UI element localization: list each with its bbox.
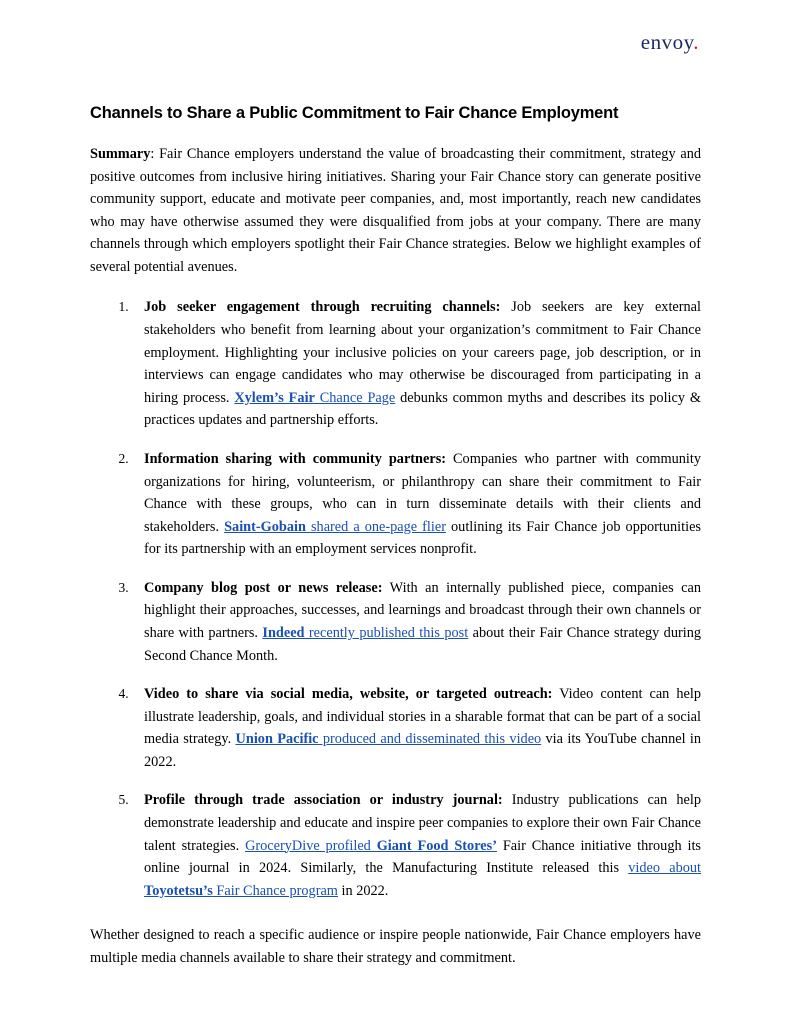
summary-body: : Fair Chance employers understand the value of broadcasting their commitment, strategy and positive outcomes from inclusive hiring initiatives. Sharing your Fair Chance story can generate positive community support, educate and motivate peer companies, and, most importantly, reach new candidates who may have otherwise assumed they were disqualified from jobs at your company. There are many channels through which employers spotlight their Fair Chance strategies. Below we highlight examples of several potential avenues. bbox=[90, 146, 701, 275]
item-lead: Profile through trade association or industry journal: bbox=[144, 792, 503, 809]
item-text-before: Video content can help illustrate leadership, goals, and individual stories in a sharable format that can be part of a social media strategy. bbox=[144, 686, 701, 748]
item-text-after: outlining its Fair Chance job opportunities for its partnership with an employment services nonprofit. bbox=[144, 518, 701, 558]
item-lead: Information sharing with community partners: bbox=[144, 450, 447, 467]
list-item bbox=[132, 448, 701, 561]
item-text-after: Fair Chance initiative through its online journal in 2024. Similarly, the Manufacturing Institute released this bbox=[144, 837, 701, 877]
item-lead: Video to share via social media, website, or targeted outreach: bbox=[144, 686, 553, 703]
item-text-after: debunks common myths and describes its policy & practices updates and partnership efforts. bbox=[144, 389, 702, 429]
logo-text: envoy bbox=[640, 30, 694, 54]
list-item bbox=[132, 296, 701, 431]
item-text-before: Job seekers are key external stakeholders who benefit from learning about your organization’s commitment to Fair Chance employment. Highlighting your inclusive policies on your careers page, job description, or in interviews can engage candidates who may otherwise be discouraged from participating in a hiring process. bbox=[144, 299, 701, 406]
channels-list bbox=[90, 296, 701, 902]
item-link2-plain[interactable]: video about bbox=[628, 860, 702, 877]
item-text-end: in 2022. bbox=[337, 882, 389, 899]
item-text-after: about their Fair Chance strategy during Second Chance Month. bbox=[144, 624, 701, 664]
page-title: Channels to Share a Public Commitment to Fair Chance Employment bbox=[90, 104, 619, 122]
item-link-bold[interactable]: Giant Food Stores’ bbox=[376, 837, 497, 854]
item-link2-bold[interactable]: Toyotetsu’s bbox=[144, 882, 213, 899]
item-text-before: With an internally published piece, companies can highlight their approaches, successes, and learnings and broadcast through their own channels or share with partners. bbox=[144, 579, 701, 641]
item-link-rest[interactable]: Chance Page bbox=[314, 389, 396, 406]
item-link-bold[interactable]: Indeed bbox=[262, 624, 305, 641]
envoy-logo bbox=[641, 30, 701, 55]
list-item bbox=[132, 789, 701, 902]
item-link-plain[interactable]: GroceryDive profiled bbox=[245, 837, 377, 854]
logo-dot: . bbox=[693, 30, 699, 54]
list-item bbox=[132, 683, 701, 773]
item-link-bold[interactable]: Saint-Gobain bbox=[224, 518, 306, 535]
item-link-bold[interactable]: Union Pacific bbox=[235, 731, 319, 748]
header-logo-row bbox=[90, 28, 701, 76]
item-text-before: Companies who partner with community organizations for hiring, volunteerism, or philanthropy can share their commitment to Fair Chance with these groups, who can in turn disseminate details with their clients and stakeholders. bbox=[144, 450, 701, 535]
item-lead: Company blog post or news release: bbox=[144, 579, 383, 596]
item-link-rest[interactable]: produced and disseminated this video bbox=[318, 731, 542, 748]
item-text-after: via its YouTube channel in 2022. bbox=[144, 731, 702, 770]
list-item bbox=[132, 577, 701, 667]
item-link-rest[interactable]: shared a one-page flier bbox=[305, 518, 446, 535]
item-link-rest[interactable]: recently published this post bbox=[304, 624, 469, 641]
item-link2-rest[interactable]: Fair Chance program bbox=[212, 882, 338, 899]
item-link-bold[interactable]: Xylem’s Fair bbox=[234, 389, 315, 406]
closing-paragraph: Whether designed to reach a specific audience or inspire people nationwide, Fair Chance employers have multiple media channels available to share their strategy and commitment. bbox=[90, 927, 701, 966]
item-lead: Job seeker engagement through recruiting channels: bbox=[144, 299, 501, 316]
summary-paragraph bbox=[90, 143, 701, 278]
summary-label: Summary bbox=[90, 146, 151, 162]
item-text-before: Industry publications can help demonstrate leadership and educate and inspire peer companies to explore their own Fair Chance talent strategies. bbox=[144, 792, 701, 854]
